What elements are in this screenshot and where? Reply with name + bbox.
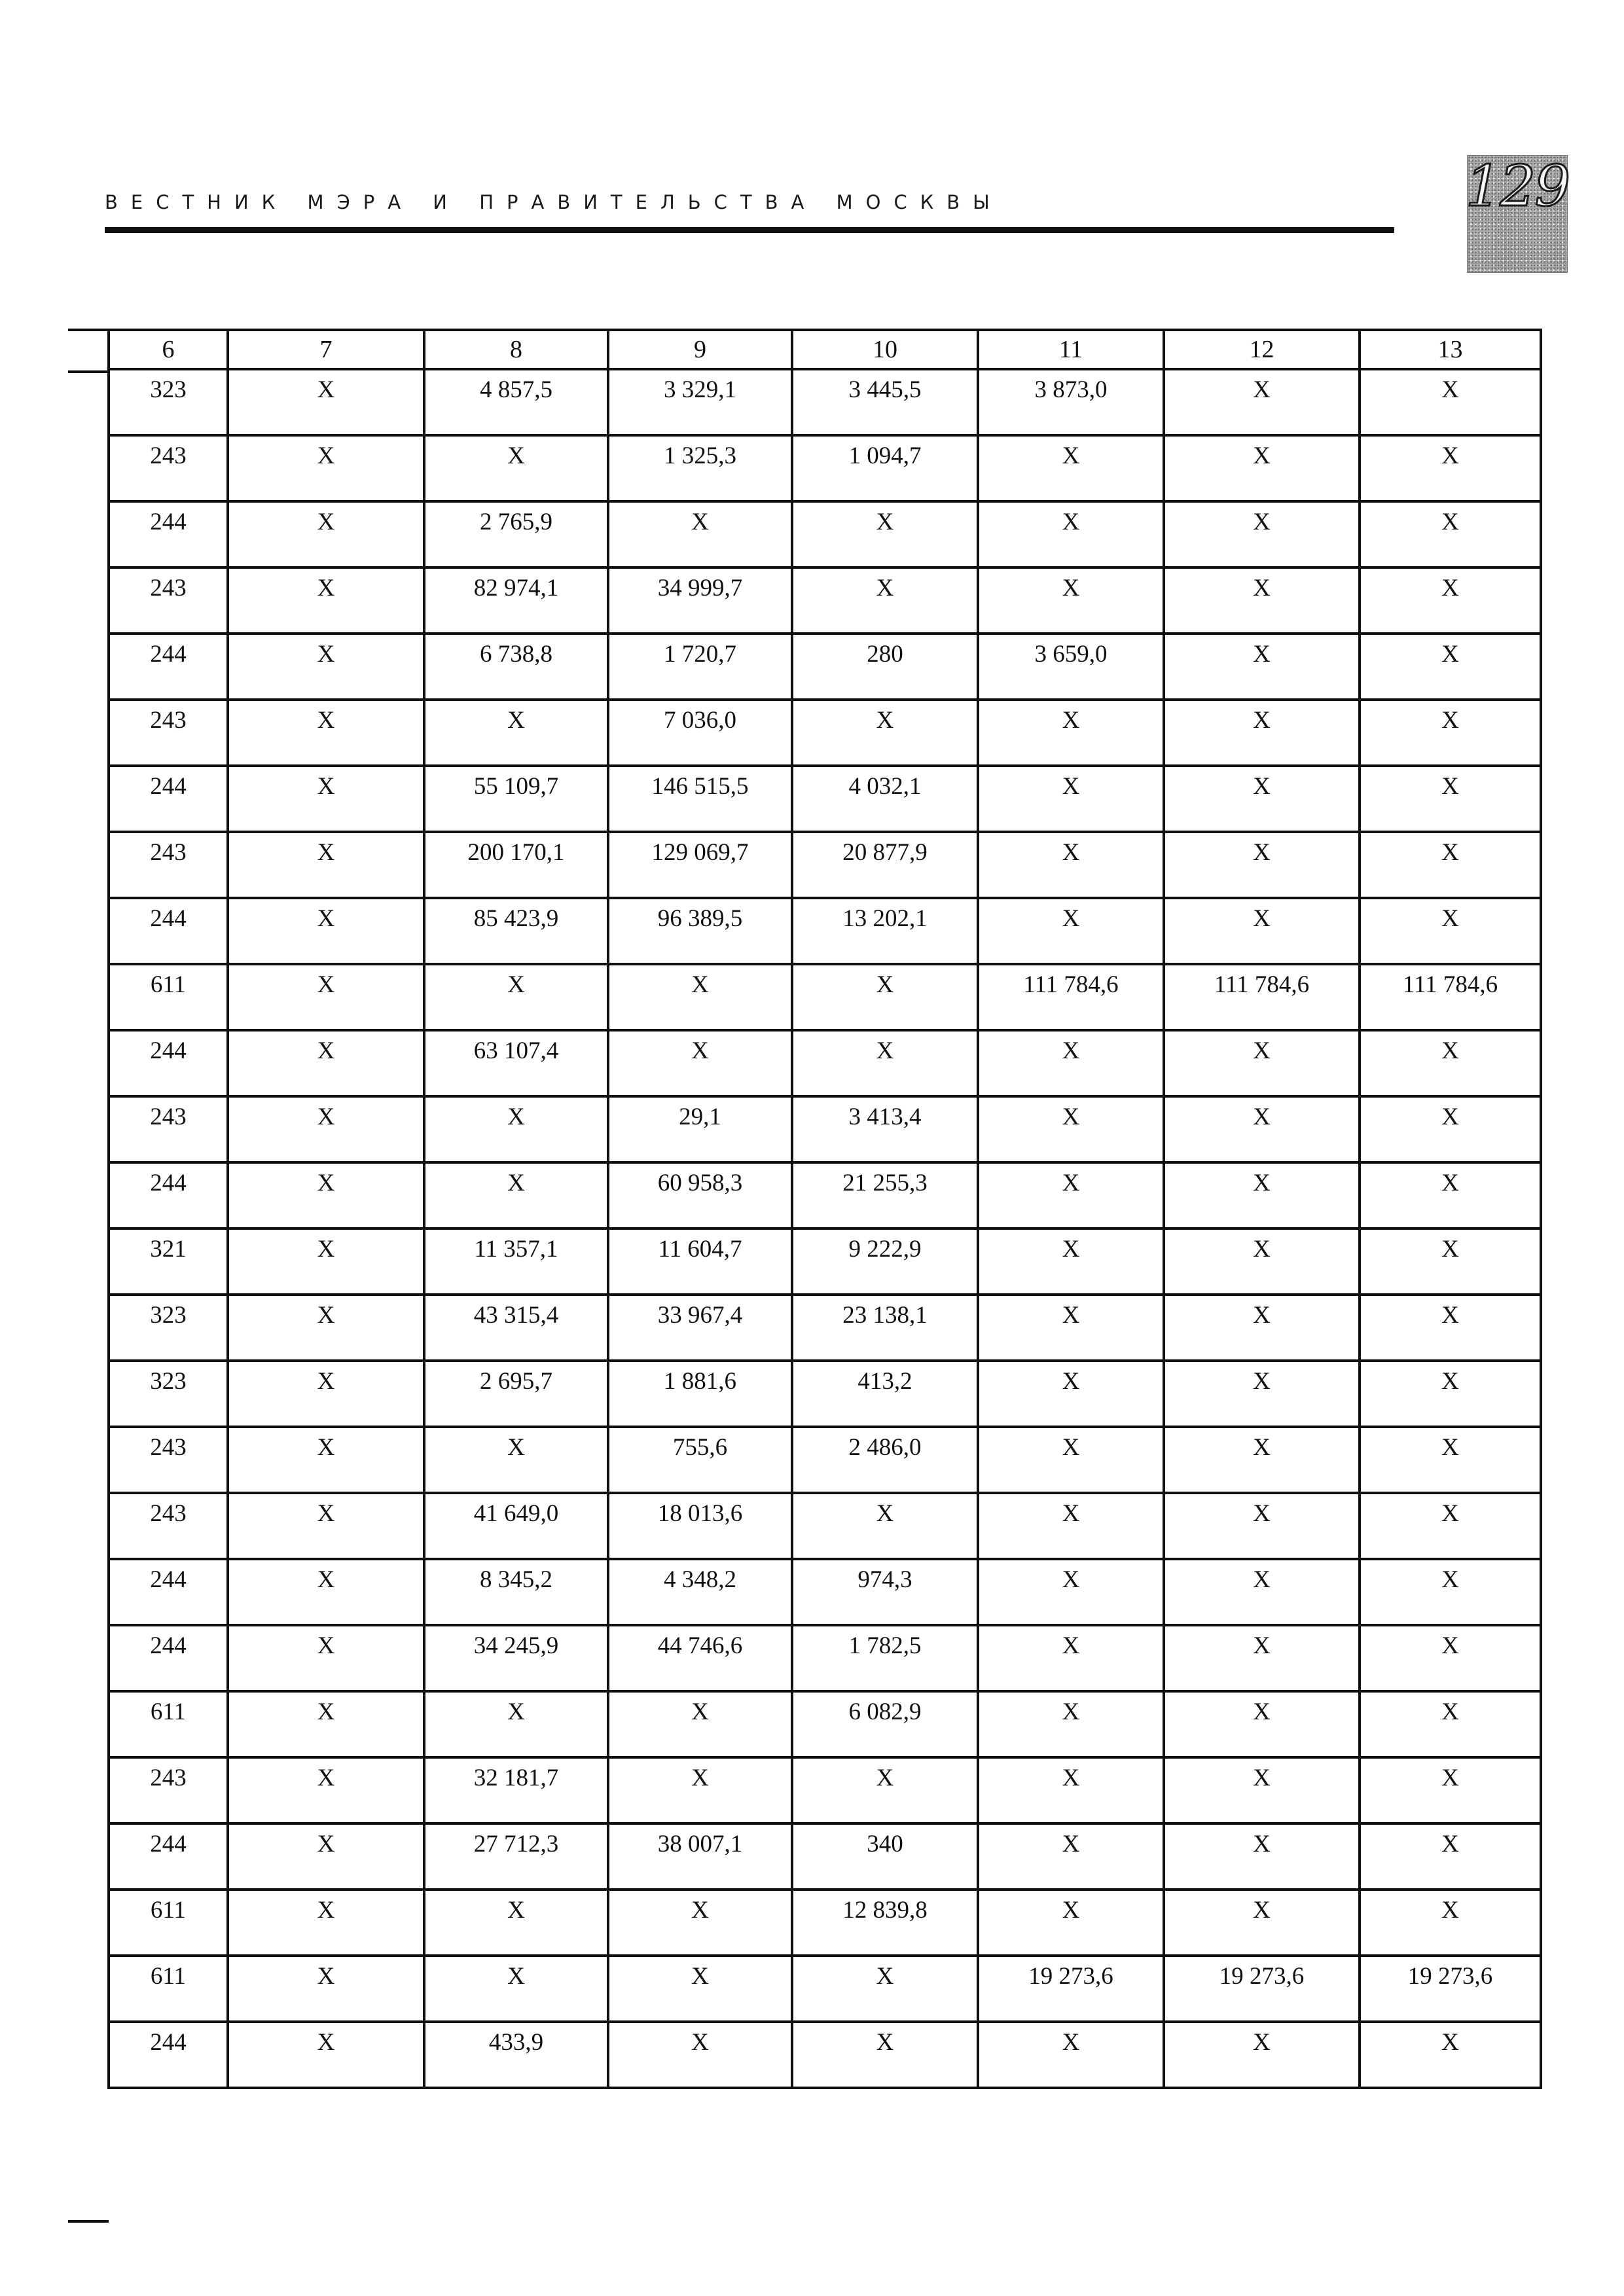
table-cell-col-6: 323 — [109, 369, 228, 435]
table-cell-col-13: 111 784,6 — [1360, 964, 1541, 1030]
table-row — [109, 1162, 1541, 1229]
table-cell-col-12: X — [1164, 634, 1360, 700]
table-cell-col-6: 244 — [109, 1559, 228, 1625]
table-cell-col-6: 244 — [109, 2022, 228, 2088]
table-cell-col-12: X — [1164, 567, 1360, 634]
table-cell-col-11: X — [978, 766, 1164, 832]
table-cell-col-13: X — [1360, 766, 1541, 832]
table-cell-col-6: 244 — [109, 898, 228, 964]
table-cell-col-8: 2 765,9 — [424, 501, 608, 567]
table-cell-col-13: X — [1360, 1757, 1541, 1823]
table-cell-col-11: 19 273,6 — [978, 1956, 1164, 2022]
table-cell-col-6: 243 — [109, 1427, 228, 1493]
table-cell-col-6: 244 — [109, 634, 228, 700]
table-cell-col-6: 243 — [109, 1493, 228, 1559]
left-table-stub-top — [68, 329, 109, 331]
table-row — [109, 1691, 1541, 1757]
table-cell-col-10: X — [792, 567, 978, 634]
table-cell-col-9: 4 348,2 — [608, 1559, 792, 1625]
table-cell-col-6: 611 — [109, 1956, 228, 2022]
table-cell-col-6: 243 — [109, 1757, 228, 1823]
table-cell-col-7: X — [228, 1757, 424, 1823]
table-cell-col-8: 34 245,9 — [424, 1625, 608, 1691]
table-cell-col-13: X — [1360, 898, 1541, 964]
table-cell-col-12: X — [1164, 1162, 1360, 1229]
table-row — [109, 1096, 1541, 1162]
table-cell-col-7: X — [228, 898, 424, 964]
table-cell-col-6: 244 — [109, 766, 228, 832]
table-cell-col-7: X — [228, 435, 424, 501]
table-cell-col-9: X — [608, 2022, 792, 2088]
table-cell-col-9: 3 329,1 — [608, 369, 792, 435]
table-cell-col-11: 3 873,0 — [978, 369, 1164, 435]
table-cell-col-6: 243 — [109, 1096, 228, 1162]
table-cell-col-9: 7 036,0 — [608, 700, 792, 766]
table-cell-col-13: X — [1360, 1361, 1541, 1427]
table-cell-col-10: 4 032,1 — [792, 766, 978, 832]
table-cell-col-11: X — [978, 1493, 1164, 1559]
column-header-10: 10 — [792, 330, 978, 369]
table-cell-col-7: X — [228, 1691, 424, 1757]
table-cell-col-8: X — [424, 1956, 608, 2022]
table-cell-col-9: 755,6 — [608, 1427, 792, 1493]
table-cell-col-10: X — [792, 1757, 978, 1823]
table-row — [109, 1229, 1541, 1295]
table-cell-col-12: X — [1164, 832, 1360, 898]
table-cell-col-7: X — [228, 567, 424, 634]
table-cell-col-13: X — [1360, 501, 1541, 567]
table-cell-col-7: X — [228, 1427, 424, 1493]
table-cell-col-13: X — [1360, 1229, 1541, 1295]
table-cell-col-7: X — [228, 1295, 424, 1361]
table-cell-col-8: 43 315,4 — [424, 1295, 608, 1361]
table-cell-col-9: X — [608, 1890, 792, 1956]
table-cell-col-8: 2 695,7 — [424, 1361, 608, 1427]
table-cell-col-12: X — [1164, 501, 1360, 567]
table-cell-col-11: X — [978, 567, 1164, 634]
table-cell-col-12: X — [1164, 435, 1360, 501]
table-cell-col-12: X — [1164, 1559, 1360, 1625]
table-row — [109, 1361, 1541, 1427]
table-cell-col-13: X — [1360, 1823, 1541, 1890]
table-cell-col-6: 611 — [109, 964, 228, 1030]
table-cell-col-9: 96 389,5 — [608, 898, 792, 964]
table-cell-col-13: X — [1360, 832, 1541, 898]
table-cell-col-11: X — [978, 1691, 1164, 1757]
column-number-row — [109, 330, 1541, 369]
table-body — [109, 369, 1541, 2088]
table-cell-col-7: X — [228, 1030, 424, 1096]
table-cell-col-9: 29,1 — [608, 1096, 792, 1162]
table-row — [109, 1625, 1541, 1691]
table-cell-col-7: X — [228, 700, 424, 766]
table-cell-col-10: X — [792, 2022, 978, 2088]
table-cell-col-12: X — [1164, 1625, 1360, 1691]
table-cell-col-13: X — [1360, 1427, 1541, 1493]
left-table-stub-bottom — [68, 2220, 109, 2223]
table-row — [109, 964, 1541, 1030]
table-row — [109, 1559, 1541, 1625]
table-cell-col-13: X — [1360, 1162, 1541, 1229]
table-cell-col-13: X — [1360, 369, 1541, 435]
table-cell-col-10: 9 222,9 — [792, 1229, 978, 1295]
table-cell-col-6: 611 — [109, 1890, 228, 1956]
table-cell-col-9: 11 604,7 — [608, 1229, 792, 1295]
table-row — [109, 1493, 1541, 1559]
table-cell-col-8: 63 107,4 — [424, 1030, 608, 1096]
table-cell-col-10: 974,3 — [792, 1559, 978, 1625]
table-cell-col-9: 129 069,7 — [608, 832, 792, 898]
table-cell-col-10: 340 — [792, 1823, 978, 1890]
table-cell-col-8: 4 857,5 — [424, 369, 608, 435]
table-cell-col-10: 2 486,0 — [792, 1427, 978, 1493]
column-header-13: 13 — [1360, 330, 1541, 369]
table-cell-col-12: X — [1164, 1691, 1360, 1757]
header-rule — [105, 227, 1394, 233]
table-cell-col-11: X — [978, 832, 1164, 898]
table-cell-col-12: X — [1164, 1823, 1360, 1890]
table-cell-col-7: X — [228, 1956, 424, 2022]
table-cell-col-8: 200 170,1 — [424, 832, 608, 898]
table-cell-col-9: 33 967,4 — [608, 1295, 792, 1361]
table-cell-col-7: X — [228, 1162, 424, 1229]
table-cell-col-11: X — [978, 1295, 1164, 1361]
table-cell-col-7: X — [228, 501, 424, 567]
table-row — [109, 1823, 1541, 1890]
table-cell-col-9: 18 013,6 — [608, 1493, 792, 1559]
table-cell-col-12: X — [1164, 700, 1360, 766]
table-cell-col-13: 19 273,6 — [1360, 1956, 1541, 2022]
table-cell-col-11: X — [978, 1823, 1164, 1890]
table-cell-col-13: X — [1360, 567, 1541, 634]
table-cell-col-8: 82 974,1 — [424, 567, 608, 634]
table-cell-col-9: X — [608, 1757, 792, 1823]
table-cell-col-10: 6 082,9 — [792, 1691, 978, 1757]
table-row — [109, 1757, 1541, 1823]
table-cell-col-10: 12 839,8 — [792, 1890, 978, 1956]
table-cell-col-13: X — [1360, 1559, 1541, 1625]
table-cell-col-13: X — [1360, 1691, 1541, 1757]
table-cell-col-12: X — [1164, 898, 1360, 964]
table-cell-col-6: 323 — [109, 1295, 228, 1361]
table-cell-col-6: 244 — [109, 1823, 228, 1890]
table-cell-col-10: 413,2 — [792, 1361, 978, 1427]
table-cell-col-11: X — [978, 1162, 1164, 1229]
table-cell-col-10: X — [792, 1493, 978, 1559]
table-cell-col-9: 34 999,7 — [608, 567, 792, 634]
table-cell-col-10: 1 094,7 — [792, 435, 978, 501]
table-row — [109, 766, 1541, 832]
table-row — [109, 1890, 1541, 1956]
table-cell-col-12: X — [1164, 1757, 1360, 1823]
table-cell-col-10: 1 782,5 — [792, 1625, 978, 1691]
table-cell-col-12: X — [1164, 1295, 1360, 1361]
column-header-8: 8 — [424, 330, 608, 369]
table-cell-col-11: 3 659,0 — [978, 634, 1164, 700]
table-cell-col-12: 19 273,6 — [1164, 1956, 1360, 2022]
table-cell-col-7: X — [228, 634, 424, 700]
table-cell-col-13: X — [1360, 1096, 1541, 1162]
table-cell-col-12: 111 784,6 — [1164, 964, 1360, 1030]
table-cell-col-8: 27 712,3 — [424, 1823, 608, 1890]
table-cell-col-12: X — [1164, 1427, 1360, 1493]
table-cell-col-13: X — [1360, 435, 1541, 501]
table-cell-col-13: X — [1360, 1030, 1541, 1096]
table-cell-col-8: X — [424, 1890, 608, 1956]
table-cell-col-9: X — [608, 1956, 792, 2022]
table-cell-col-7: X — [228, 1096, 424, 1162]
table-cell-col-7: X — [228, 1493, 424, 1559]
table-row — [109, 369, 1541, 435]
table-header — [109, 330, 1541, 369]
table-cell-col-11: X — [978, 1757, 1164, 1823]
table-cell-col-7: X — [228, 1625, 424, 1691]
page-number-badge — [1467, 155, 1568, 273]
table-cell-col-13: X — [1360, 1625, 1541, 1691]
table-cell-col-11: X — [978, 1361, 1164, 1427]
table-cell-col-11: X — [978, 1890, 1164, 1956]
column-header-11: 11 — [978, 330, 1164, 369]
table-cell-col-9: X — [608, 964, 792, 1030]
table-cell-col-7: X — [228, 1823, 424, 1890]
table-cell-col-13: X — [1360, 1493, 1541, 1559]
table-cell-col-7: X — [228, 1890, 424, 1956]
table-row — [109, 898, 1541, 964]
table-row — [109, 634, 1541, 700]
table-row — [109, 1427, 1541, 1493]
table-cell-col-10: 21 255,3 — [792, 1162, 978, 1229]
table-cell-col-11: X — [978, 1030, 1164, 1096]
table-cell-col-11: X — [978, 435, 1164, 501]
table-cell-col-6: 611 — [109, 1691, 228, 1757]
table-cell-col-11: X — [978, 1559, 1164, 1625]
table-cell-col-6: 244 — [109, 1625, 228, 1691]
table-cell-col-8: X — [424, 435, 608, 501]
table-cell-col-10: 23 138,1 — [792, 1295, 978, 1361]
table-cell-col-12: X — [1164, 1229, 1360, 1295]
table-cell-col-12: X — [1164, 766, 1360, 832]
table-cell-col-11: X — [978, 1625, 1164, 1691]
table-cell-col-8: X — [424, 1096, 608, 1162]
table-cell-col-11: X — [978, 898, 1164, 964]
table-cell-col-6: 243 — [109, 700, 228, 766]
table-cell-col-12: X — [1164, 1030, 1360, 1096]
table-cell-col-9: X — [608, 1691, 792, 1757]
table-cell-col-10: 280 — [792, 634, 978, 700]
table-cell-col-7: X — [228, 2022, 424, 2088]
table-cell-col-9: 44 746,6 — [608, 1625, 792, 1691]
table-cell-col-9: X — [608, 501, 792, 567]
column-header-12: 12 — [1164, 330, 1360, 369]
table-cell-col-8: 32 181,7 — [424, 1757, 608, 1823]
table-cell-col-8: 55 109,7 — [424, 766, 608, 832]
table-cell-col-6: 323 — [109, 1361, 228, 1427]
table-cell-col-11: 111 784,6 — [978, 964, 1164, 1030]
table-row — [109, 700, 1541, 766]
table-cell-col-11: X — [978, 2022, 1164, 2088]
table-row — [109, 832, 1541, 898]
table-cell-col-6: 244 — [109, 501, 228, 567]
table-cell-col-13: X — [1360, 1890, 1541, 1956]
column-header-6: 6 — [109, 330, 228, 369]
table-cell-col-12: X — [1164, 1096, 1360, 1162]
table-cell-col-7: X — [228, 1361, 424, 1427]
table-cell-col-10: X — [792, 700, 978, 766]
table-cell-col-8: X — [424, 700, 608, 766]
table-cell-col-9: 1 720,7 — [608, 634, 792, 700]
table-cell-col-6: 243 — [109, 832, 228, 898]
table-cell-col-12: X — [1164, 1493, 1360, 1559]
table-cell-col-10: X — [792, 1030, 978, 1096]
table-row — [109, 501, 1541, 567]
table-cell-col-11: X — [978, 1096, 1164, 1162]
table-cell-col-10: 3 413,4 — [792, 1096, 978, 1162]
budget-table — [107, 329, 1542, 2089]
table-cell-col-6: 244 — [109, 1162, 228, 1229]
table-row — [109, 567, 1541, 634]
table-cell-col-13: X — [1360, 634, 1541, 700]
table-cell-col-8: 41 649,0 — [424, 1493, 608, 1559]
table-row — [109, 2022, 1541, 2088]
table-cell-col-7: X — [228, 832, 424, 898]
table-cell-col-9: X — [608, 1030, 792, 1096]
table-cell-col-10: 3 445,5 — [792, 369, 978, 435]
table-cell-col-10: 13 202,1 — [792, 898, 978, 964]
table-cell-col-10: X — [792, 1956, 978, 2022]
table-cell-col-12: X — [1164, 369, 1360, 435]
table-cell-col-9: 1 881,6 — [608, 1361, 792, 1427]
table-cell-col-13: X — [1360, 1295, 1541, 1361]
table-cell-col-13: X — [1360, 2022, 1541, 2088]
table-cell-col-11: X — [978, 1229, 1164, 1295]
left-table-stub-header — [68, 370, 109, 373]
table-cell-col-8: X — [424, 1427, 608, 1493]
table-cell-col-8: X — [424, 1691, 608, 1757]
table-cell-col-8: X — [424, 1162, 608, 1229]
table-cell-col-8: 433,9 — [424, 2022, 608, 2088]
table-cell-col-6: 243 — [109, 567, 228, 634]
table-row — [109, 435, 1541, 501]
table-cell-col-8: 11 357,1 — [424, 1229, 608, 1295]
column-header-9: 9 — [608, 330, 792, 369]
column-header-7: 7 — [228, 330, 424, 369]
table-cell-col-9: 38 007,1 — [608, 1823, 792, 1890]
table-cell-col-8: 6 738,8 — [424, 634, 608, 700]
table-row — [109, 1956, 1541, 2022]
table-cell-col-11: X — [978, 700, 1164, 766]
table-cell-col-7: X — [228, 964, 424, 1030]
table-cell-col-7: X — [228, 1229, 424, 1295]
table-cell-col-11: X — [978, 501, 1164, 567]
page-number: 129 — [1465, 154, 1570, 219]
table-cell-col-7: X — [228, 1559, 424, 1625]
table-cell-col-10: X — [792, 501, 978, 567]
table-cell-col-12: X — [1164, 2022, 1360, 2088]
table-cell-col-12: X — [1164, 1361, 1360, 1427]
running-header-title: ВЕСТНИК МЭРА И ПРАВИТЕЛЬСТВА МОСКВЫ — [105, 191, 1003, 213]
table-cell-col-6: 243 — [109, 435, 228, 501]
table-cell-col-7: X — [228, 766, 424, 832]
table-cell-col-12: X — [1164, 1890, 1360, 1956]
table-cell-col-8: 85 423,9 — [424, 898, 608, 964]
table-cell-col-8: X — [424, 964, 608, 1030]
table-cell-col-10: X — [792, 964, 978, 1030]
table-cell-col-9: 146 515,5 — [608, 766, 792, 832]
table-cell-col-13: X — [1360, 700, 1541, 766]
table-cell-col-9: 1 325,3 — [608, 435, 792, 501]
table-cell-col-6: 244 — [109, 1030, 228, 1096]
table-row — [109, 1295, 1541, 1361]
table-cell-col-7: X — [228, 369, 424, 435]
table-cell-col-11: X — [978, 1427, 1164, 1493]
table-row — [109, 1030, 1541, 1096]
table-cell-col-9: 60 958,3 — [608, 1162, 792, 1229]
table-cell-col-10: 20 877,9 — [792, 832, 978, 898]
table-cell-col-8: 8 345,2 — [424, 1559, 608, 1625]
table-cell-col-6: 321 — [109, 1229, 228, 1295]
